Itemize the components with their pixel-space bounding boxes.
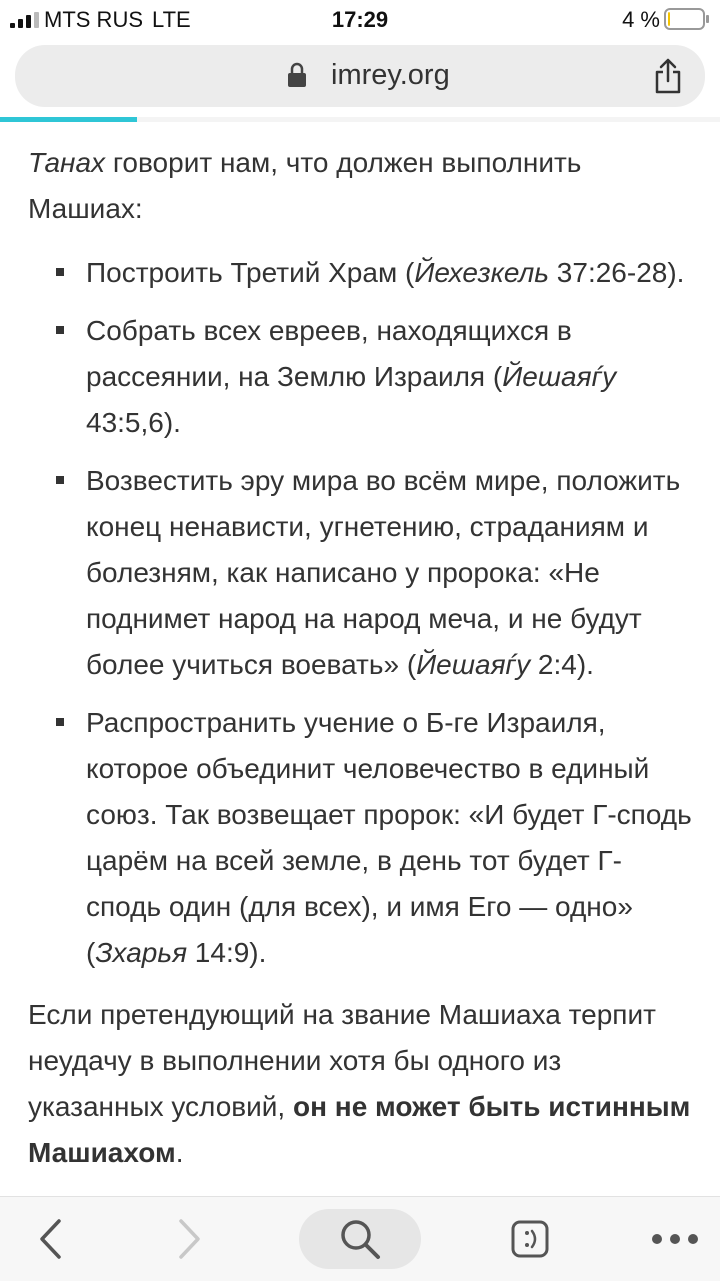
- carrier-name: MTS RUS: [44, 7, 143, 32]
- item-ref: Йехезкель: [414, 257, 550, 288]
- item-tail: 37:26-28).: [549, 257, 685, 288]
- intro-paragraph: [28, 140, 692, 232]
- item-ref: Зхарья: [95, 937, 188, 968]
- requirements-list: [28, 250, 692, 976]
- intro-italic: Танах: [28, 147, 106, 178]
- tabs-button[interactable]: [500, 1209, 560, 1269]
- article-content: [28, 140, 692, 1176]
- item-text: Распространить учение о Б-ге Израиля, которое объединит человечество в единый союз. Так возвещает пророк: «И будет Г-сподь царём на всей земле, в день тот будет Г-сподь один (для всех), и имя Его — одно» (: [86, 707, 692, 968]
- item-text: Возвестить эру мира во всём мире, положить конец ненависти, угнетению, страданиям и болезням, как написано у пророка: «Не поднимет народ на народ меча, и не будут более учиться воевать» (: [86, 465, 681, 680]
- item-tail: 43:5,6).: [86, 407, 181, 438]
- search-button[interactable]: [299, 1209, 421, 1269]
- lock-icon: [287, 62, 307, 88]
- bottom-toolbar: [0, 1196, 720, 1281]
- forward-icon: [177, 1218, 203, 1260]
- item-tail: 2:4).: [530, 649, 594, 680]
- page-load-progress: [0, 117, 720, 122]
- item-text: Построить Третий Храм (: [86, 257, 415, 288]
- address-bar[interactable]: [15, 45, 705, 107]
- bullet-icon: [56, 268, 64, 276]
- search-icon: [338, 1217, 382, 1261]
- outro-text: Если претендующий на звание Машиаха терпит неудачу в выполнении хотя бы одного из указанных условий,: [28, 999, 656, 1122]
- tabs-icon: [510, 1219, 550, 1259]
- item-ref: Йешаяѓу: [502, 361, 617, 392]
- status-bar: [0, 0, 720, 38]
- network-type: LTE: [152, 7, 191, 32]
- list-item: [28, 250, 692, 296]
- back-icon: [37, 1218, 63, 1260]
- outro-bold: он не может быть истинным Машиахом: [28, 1091, 691, 1168]
- bullet-icon: [56, 718, 64, 726]
- more-icon: [651, 1233, 699, 1245]
- back-button[interactable]: [20, 1209, 80, 1269]
- list-item: [28, 458, 692, 688]
- intro-text: говорит нам, что должен выполнить Машиах:: [28, 147, 582, 224]
- battery-icon: [664, 8, 710, 30]
- bullet-icon: [56, 326, 64, 334]
- bullet-icon: [56, 476, 64, 484]
- share-icon[interactable]: [653, 57, 683, 95]
- battery-percent: 4 %: [622, 7, 660, 32]
- clock: 17:29: [331, 7, 389, 32]
- item-tail: 14:9).: [187, 937, 267, 968]
- outro-paragraph: [28, 992, 692, 1176]
- more-button[interactable]: [640, 1209, 710, 1269]
- list-item: [28, 700, 692, 976]
- forward-button[interactable]: [160, 1209, 220, 1269]
- outro-end: .: [175, 1137, 184, 1168]
- url-text[interactable]: imrey.org: [331, 59, 450, 91]
- item-ref: Йешаяѓу: [416, 649, 531, 680]
- progress-fill: [0, 117, 137, 122]
- item-text: Собрать всех евреев, находящихся в рассеянии, на Землю Израиля (: [86, 315, 572, 392]
- list-item: [28, 308, 692, 446]
